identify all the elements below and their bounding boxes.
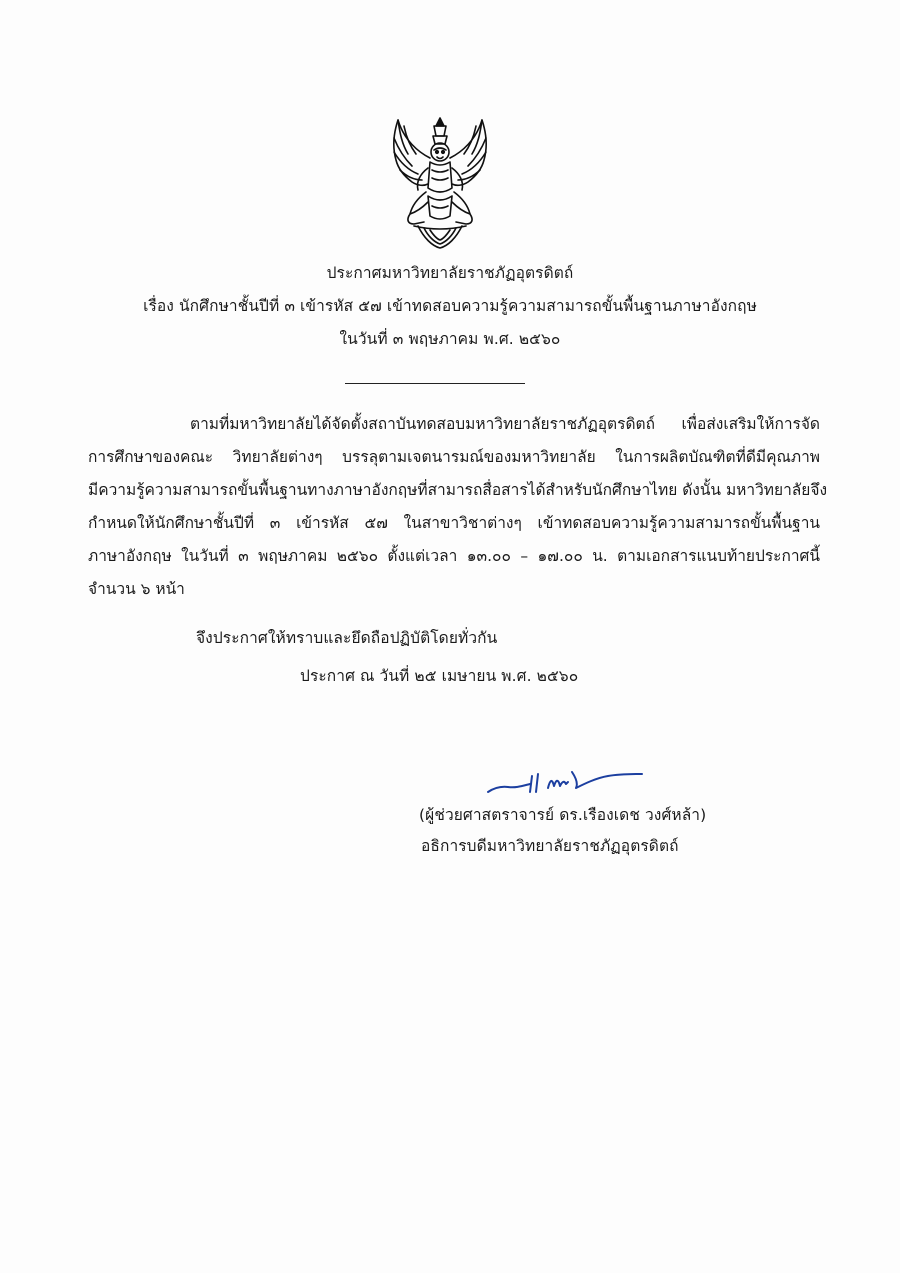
garuda-emblem-icon bbox=[378, 112, 502, 254]
closing-statement: จึงประกาศให้ทราบและยึดถือปฏิบัติโดยทั่วกัน bbox=[196, 629, 498, 647]
paragraph-line: มีความรู้ความสามารถขั้นพื้นฐานทางภาษาอังกฤษที่สามารถสื่อสารได้สำหรับนักศึกษาไทย ดังนั้น มหาวิทยาลัยจึง bbox=[88, 481, 828, 499]
paragraph-line: จำนวน ๖ หน้า bbox=[88, 580, 185, 598]
announcement-subject: เรื่อง นักศึกษาชั้นปีที่ ๓ เข้ารหัส ๕๗ เข้าทดสอบความรู้ความสามารถขั้นพื้นฐานภาษาอังกฤษ bbox=[143, 297, 757, 315]
signatory-position: อธิการบดีมหาวิทยาลัยราชภัฏอุตรดิตถ์ bbox=[421, 837, 679, 855]
announce-date: ประกาศ ณ วันที่ ๒๕ เมษายน พ.ศ. ๒๕๖๐ bbox=[300, 667, 579, 685]
announcement-date: ในวันที่ ๓ พฤษภาคม พ.ศ. ๒๕๖๐ bbox=[339, 330, 561, 348]
announcement-title: ประกาศมหาวิทยาลัยราชภัฏอุตรดิตถ์ bbox=[326, 264, 574, 282]
paragraph-line: ตามที่มหาวิทยาลัยได้จัดตั้งสถาบันทดสอบมหาวิทยาลัยราชภัฏอุตรดิตถ์ เพื่อส่งเสริมให้การจัด bbox=[190, 415, 820, 433]
paragraph-line: การศึกษาของคณะ วิทยาลัยต่างๆ บรรลุตามเจตนารมณ์ของมหาวิทยาลัย ในการผลิตบัณฑิตที่ดีมีคุณภาพ bbox=[88, 448, 820, 466]
signatory-name: (ผู้ช่วยศาสตราจารย์ ดร.เรืองเดช วงศ์หล้า) bbox=[419, 806, 707, 824]
header-divider bbox=[345, 383, 525, 384]
paragraph-line: ภาษาอังกฤษ ในวันที่ ๓ พฤษภาคม ๒๕๖๐ ตั้งแต่เวลา ๑๓.๐๐ – ๑๗.๐๐ น. ตามเอกสารแนบท้ายประกาศนี้ bbox=[88, 547, 820, 565]
paragraph-line: กำหนดให้นักศึกษาชั้นปีที่ ๓ เข้ารหัส ๕๗ ในสาขาวิชาต่างๆ เข้าทดสอบความรู้ความสามารถขั้นพื้นฐาน bbox=[88, 514, 820, 532]
handwritten-signature bbox=[480, 762, 650, 806]
